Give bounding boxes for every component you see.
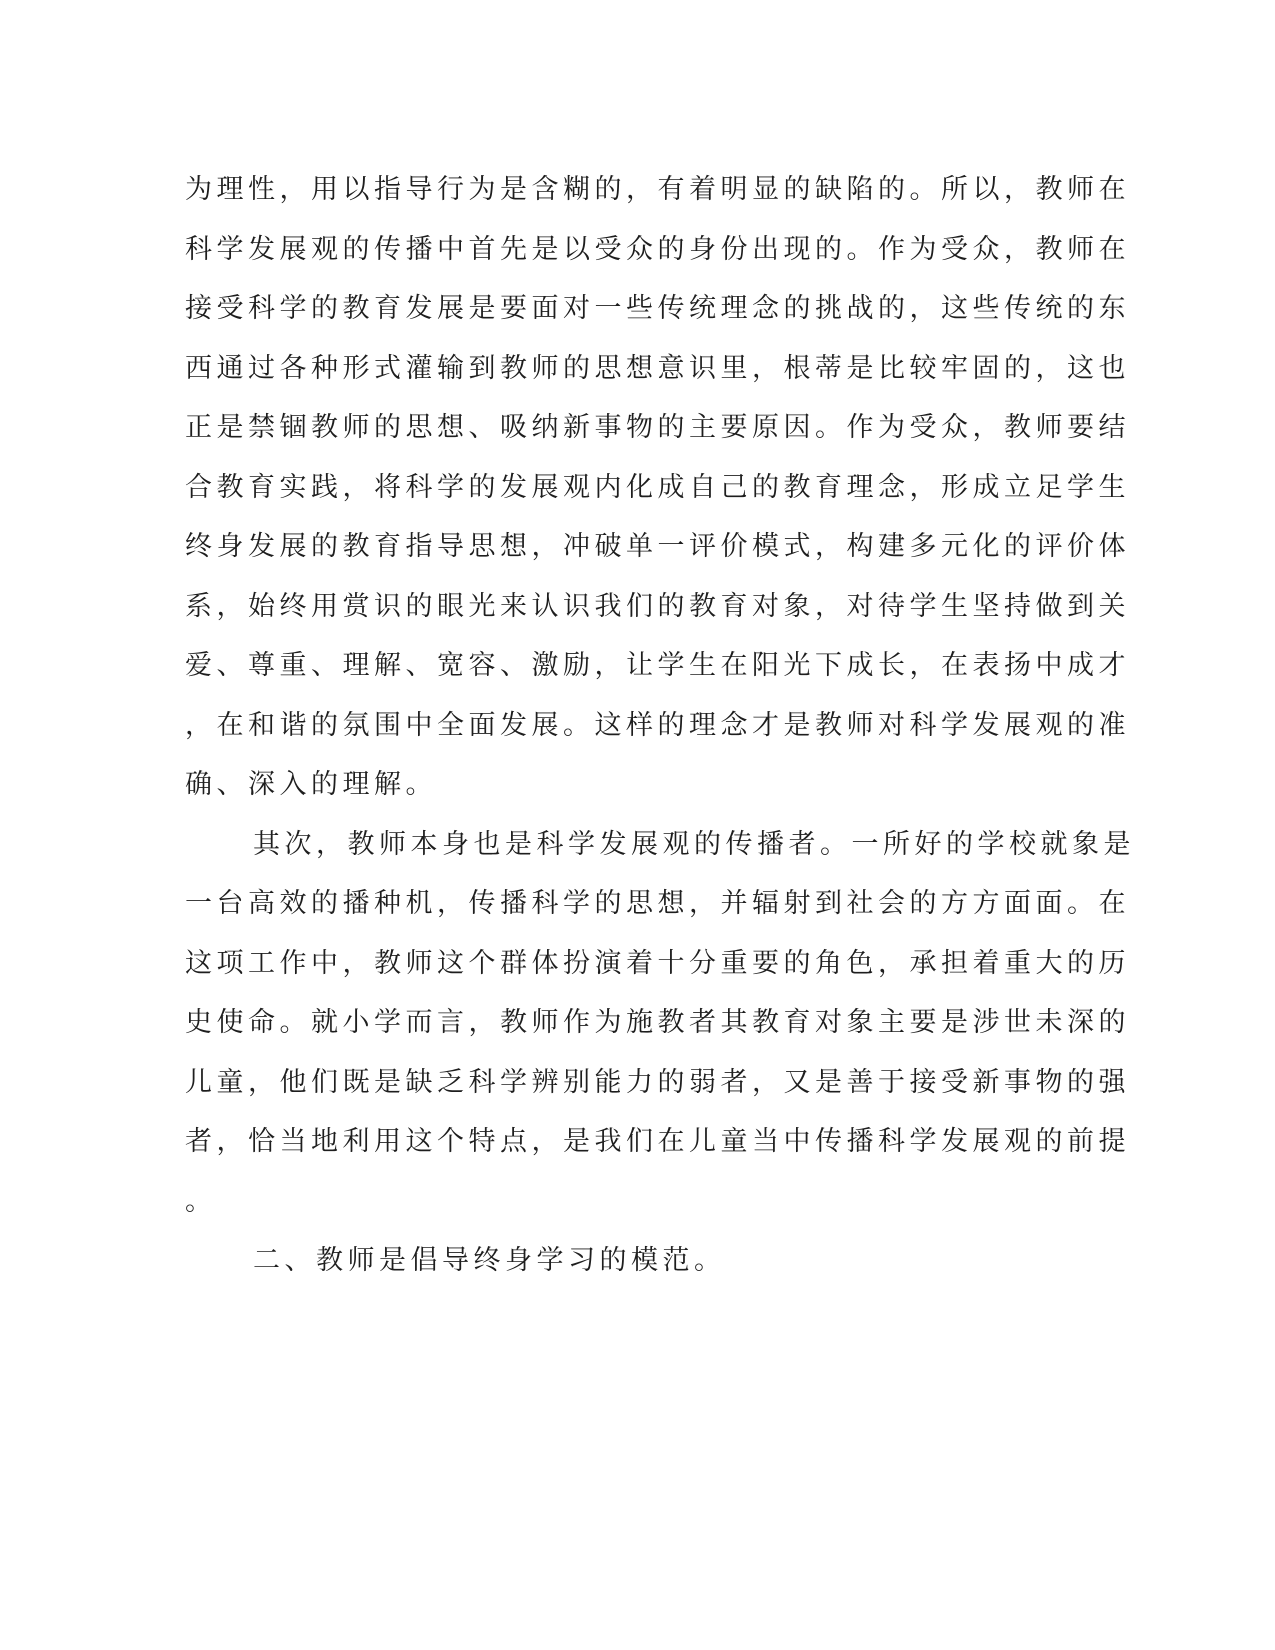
text-line: 确、深入的理解。: [185, 769, 437, 800]
text-line: 儿童，他们既是缺乏科学辨别能力的弱者，又是善于接受新事物的强: [185, 1066, 1130, 1098]
text-line: 正是禁锢教师的思想、吸纳新事物的主要原因。作为受众，教师要结: [185, 412, 1130, 443]
text-line: 一台高效的播种机，传播科学的思想，并辐射到社会的方方面面。在: [185, 888, 1130, 919]
text-line: 为理性，用以指导行为是含糊的，有着明显的缺陷的。所以，教师在: [185, 174, 1130, 205]
text-line: 系，始终用赏识的眼光来认识我们的教育对象，对待学生坚持做到关: [185, 590, 1130, 622]
body-text: [185, 160, 1135, 1291]
text-line: 其次，教师本身也是科学发展观的传播者。一所好的学校就象是: [253, 828, 1135, 860]
text-line: 爱、尊重、理解、宽容、激励，让学生在阳光下成长，在表扬中成才: [185, 650, 1130, 681]
text-line: 西通过各种形式灌输到教师的思想意识里，根蒂是比较牢固的，这也: [185, 352, 1130, 384]
text-line: 接受科学的教育发展是要面对一些传统理念的挑战的，这些传统的东: [185, 293, 1130, 324]
section-heading: 二、教师是倡导终身学习的模范。: [253, 1245, 726, 1276]
text-line: 。: [185, 1185, 217, 1217]
text-line: 这项工作中，教师这个群体扮演着十分重要的角色，承担着重大的历: [185, 947, 1130, 979]
text-line: ，在和谐的氛围中全面发展。这样的理念才是教师对科学发展观的准: [185, 709, 1130, 741]
text-line: 者，恰当地利用这个特点，是我们在儿童当中传播科学发展观的前提: [185, 1126, 1130, 1157]
text-line: 科学发展观的传播中首先是以受众的身份出现的。作为受众，教师在: [185, 233, 1130, 265]
text-line: 史使命。就小学而言，教师作为施教者其教育对象主要是涉世未深的: [185, 1007, 1130, 1038]
text-line: 终身发展的教育指导思想，冲破单一评价模式，构建多元化的评价体: [185, 531, 1130, 562]
text-line: 合教育实践，将科学的发展观内化成自己的教育理念，形成立足学生: [185, 471, 1130, 503]
